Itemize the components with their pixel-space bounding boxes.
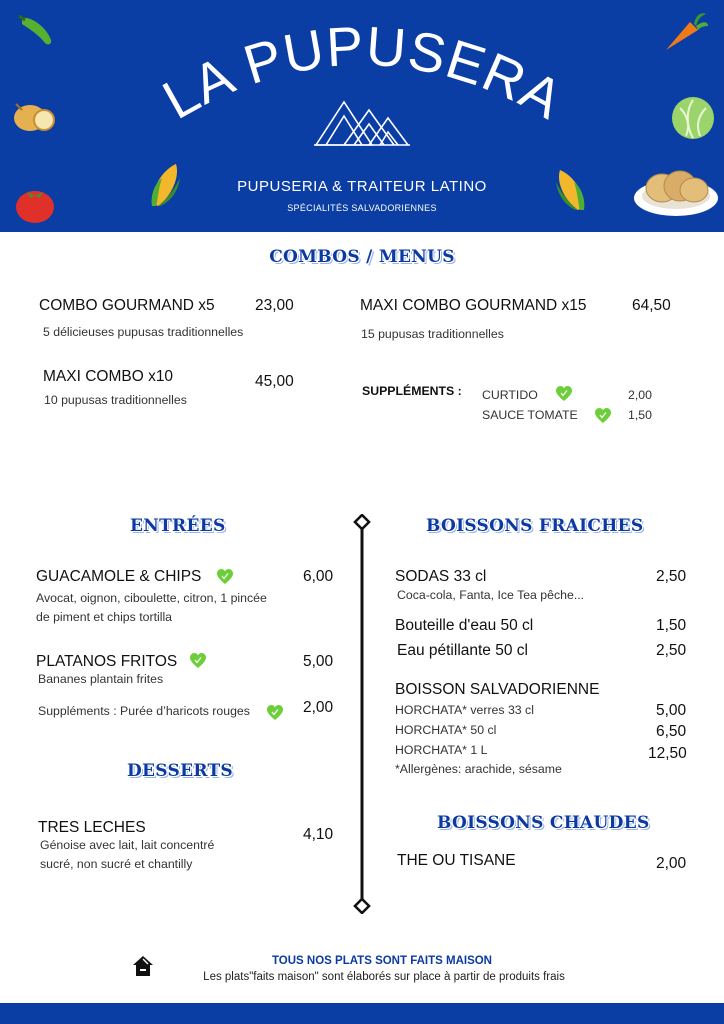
vegan-heart-icon [267,705,283,721]
eau-price: 1,50 [656,617,687,634]
supplements-label: SUPPLÉMENTS : [362,384,462,398]
maxi-combo-gourmand-desc: 15 pupusas traditionnelles [361,327,504,341]
maxi-combo-price: 45,00 [255,373,294,390]
restaurant-title: LA PUPUSERA [152,14,574,131]
the-tisane-name: THE OU TISANE [397,852,516,869]
combo-gourmand-name: COMBO GOURMAND x5 [39,297,215,314]
vegan-heart-icon [556,386,572,402]
section-title-combos: COMBOS / MENUS [269,247,455,267]
horchata-33-name: HORCHATA* verres 33 cl [395,703,534,717]
header-tagline: SPÉCIALITÉS SALVADORIENNES [287,203,437,213]
supplement-sauce-price: 1,50 [628,408,652,422]
guacamole-desc-2: de piment et chips tortilla [36,610,173,624]
tres-leches-desc-2: sucré, non sucré et chantilly [40,857,193,871]
platanos-name: PLATANOS FRITOS [36,653,178,670]
sodas-name: SODAS 33 cl [395,568,487,585]
maxi-combo-desc: 10 pupusas traditionnelles [44,393,187,407]
footer-title: TOUS NOS PLATS SONT FAITS MAISON [271,955,492,967]
mountain-logo-icon [314,98,410,148]
tres-leches-name: TRES LECHES [38,819,146,836]
section-title-boissons-chaudes: BOISSONS CHAUDES [437,813,650,833]
platanos-desc: Bananes plantain frites [38,672,164,686]
footer-text: Les plats"faits maison" sont élaborés sur place à partir de produits frais [203,971,565,983]
entrees-supplement-price: 2,00 [303,699,334,716]
sodas-price: 2,50 [656,568,687,585]
horchata-50-price: 6,50 [656,723,687,740]
horchata-1l-price: 12,50 [648,745,687,762]
onion-icon [8,96,58,136]
supplement-curtido-price: 2,00 [628,388,652,402]
maxi-combo-gourmand-price: 64,50 [632,297,671,314]
maxi-combo-gourmand-name: MAXI COMBO GOURMAND x15 [360,297,587,314]
eau-name: Bouteille d'eau 50 cl [395,617,534,634]
the-tisane-price: 2,00 [656,855,687,872]
section-title-desserts: DESSERTS [127,761,233,781]
supplement-curtido-name: CURTIDO [482,388,538,402]
vegan-heart-icon [217,569,233,585]
platanos-price: 5,00 [303,653,334,670]
sodas-desc: Coca-cola, Fanta, Ice Tea pêche... [397,588,585,602]
guacamole-name: GUACAMOLE & CHIPS [36,568,202,585]
vertical-divider [352,514,372,914]
horchata-50-name: HORCHATA* 50 cl [395,723,497,737]
chili-pepper-icon [16,10,56,50]
supplement-sauce-name: SAUCE TOMATE [482,408,578,422]
petillante-price: 2,50 [656,642,687,659]
section-title-entrees: ENTRÉES [130,516,226,536]
tomato-icon [14,186,56,224]
header-banner [0,0,724,232]
header-subtitle: PUPUSERIA & TRAITEUR LATINO [237,178,487,195]
vegan-heart-icon [595,408,611,424]
cabbage-icon [668,94,718,140]
guacamole-price: 6,00 [303,568,334,585]
maxi-combo-name: MAXI COMBO x10 [43,368,174,385]
horchata-33-price: 5,00 [656,702,687,719]
tres-leches-price: 4,10 [303,826,334,843]
entrees-supplement-text: Suppléments : Purée d’haricots rouges [38,704,250,718]
corn-icon-right [548,166,590,212]
petillante-name: Eau pétillante 50 cl [397,642,528,659]
section-title-boissons-fraiches: BOISSONS FRAICHES [426,516,644,536]
tres-leches-desc-1: Génoise avec lait, lait concentré [40,838,215,852]
carrot-icon [660,8,710,54]
corn-icon [146,160,186,208]
guacamole-desc-1: Avocat, oignon, ciboulette, citron, 1 pincée [36,591,267,605]
boisson-salvadorienne-name: BOISSON SALVADORIENNE [395,681,600,698]
vegan-heart-icon [190,653,206,669]
footer-bar [0,1003,724,1024]
tortilla-plate-icon [632,164,720,220]
combo-gourmand-price: 23,00 [255,297,294,314]
combo-gourmand-desc: 5 délicieuses pupusas traditionnelles [43,325,244,339]
allergenes-note: *Allergènes: arachide, sésame [395,762,562,776]
horchata-1l-name: HORCHATA* 1 L [395,743,488,757]
